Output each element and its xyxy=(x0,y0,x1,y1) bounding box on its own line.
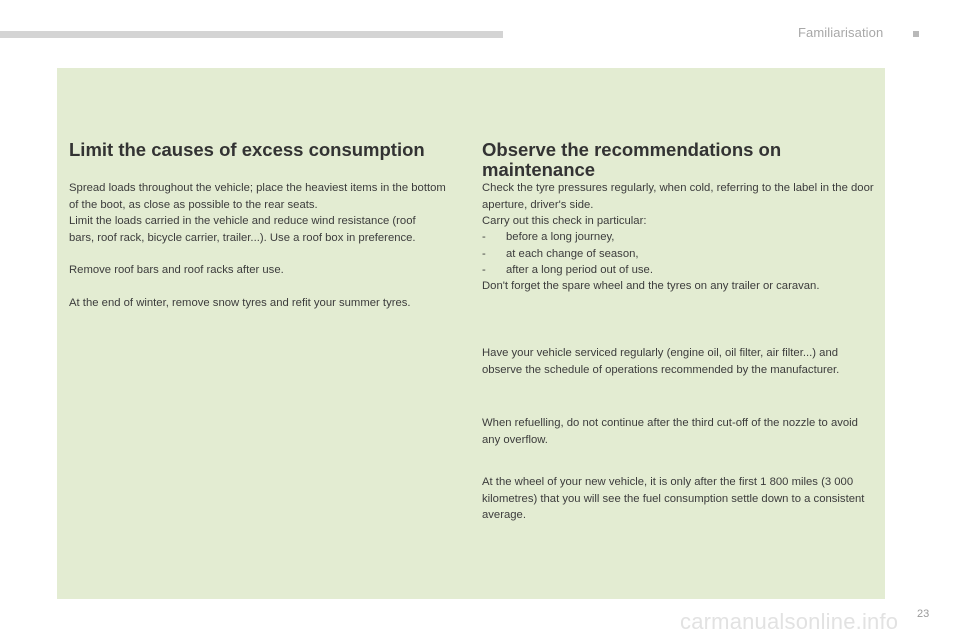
list-item: - before a long journey, xyxy=(482,229,877,246)
left-heading: Limit the causes of excess consumption xyxy=(69,139,425,160)
section-title: Familiarisation xyxy=(798,25,884,40)
right-paragraph-running-in: At the wheel of your new vehicle, it is only after the first 1 800 miles (3 000 kilometres) that you will see the fuel consumption settle down to a consistent average. xyxy=(482,476,865,522)
header-bar xyxy=(0,31,503,38)
right-paragraph-tyre-pressure: Check the tyre pressures regularly, when cold, referring to the label in the door aperture, driver's side. xyxy=(482,182,874,211)
list-marker: - xyxy=(482,247,486,260)
content-panel xyxy=(57,68,885,599)
left-paragraph-roof-bars: Remove roof bars and roof racks after use. xyxy=(69,264,284,276)
left-paragraph-winter: At the end of winter, remove snow tyres and refit your summer tyres. xyxy=(69,297,411,309)
left-paragraph-loads: Spread loads throughout the vehicle; place the heaviest items in the bottom of the boot, as close as possible to the rear seats. xyxy=(69,182,446,211)
right-paragraph-servicing: Have your vehicle serviced regularly (engine oil, oil filter, air filter...) and observe the schedule of operations recommended by the manufacturer. xyxy=(482,347,840,376)
list-marker: - xyxy=(482,231,486,243)
check-list xyxy=(482,229,877,279)
section-marker-square xyxy=(913,31,919,37)
page-number: 23 xyxy=(917,608,930,620)
list-marker: - xyxy=(482,264,486,277)
right-list-intro: Carry out this check in particular: xyxy=(482,215,647,227)
left-paragraph-wind: Limit the loads carried in the vehicle and reduce wind resistance (roof bars, roof rack, bicycle carrier, trailer...). Use a roof box in preference. xyxy=(69,215,416,244)
list-item: - at each change of season, xyxy=(482,246,877,263)
right-paragraph-refuelling: When refuelling, do not continue after the third cut-off of the nozzle to avoid any overflow. xyxy=(482,417,858,446)
right-heading: Observe the recommendations on maintenance xyxy=(482,139,782,180)
list-item: - after a long period out of use. xyxy=(482,262,877,279)
right-paragraph-spare-wheel: Don't forget the spare wheel and the tyres on any trailer or caravan. xyxy=(482,280,820,292)
watermark: carmanualsonline.info xyxy=(680,609,899,634)
